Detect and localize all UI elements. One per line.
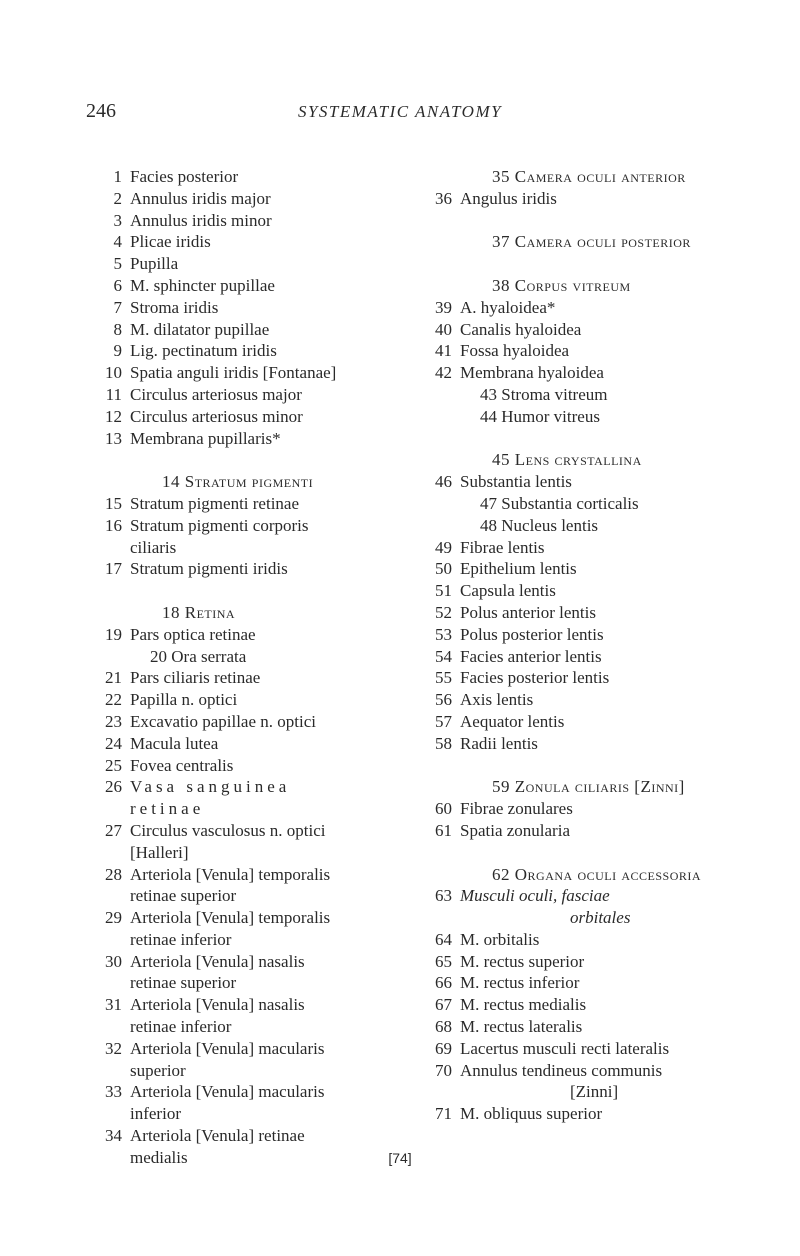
entry-text: Circulus arteriosus minor bbox=[130, 406, 303, 426]
entry-text: Stroma iridis bbox=[130, 297, 219, 317]
entry-number: 2 bbox=[113, 188, 122, 208]
entry-row bbox=[420, 1038, 780, 1060]
section-heading-text: 59 Zonula ciliaris [Zinni] bbox=[492, 777, 685, 797]
entry-text: medialis bbox=[130, 1147, 188, 1167]
entry-text: Arteriola [Venula] retinae bbox=[130, 1126, 305, 1146]
entry-row bbox=[420, 798, 780, 820]
entry-row bbox=[90, 493, 450, 515]
entry-row bbox=[420, 558, 780, 580]
entry-text: Arteriola [Venula] macularis bbox=[130, 1082, 325, 1102]
entry-number bbox=[420, 493, 452, 515]
entry-text: Facies posterior lentis bbox=[460, 668, 610, 688]
entry-text: retinae bbox=[130, 799, 205, 819]
entry-text: Excavatio papillae n. optici bbox=[130, 711, 316, 731]
entry-text: M. rectus lateralis bbox=[460, 1017, 583, 1037]
entry-number: 50 bbox=[435, 559, 452, 579]
section-gap bbox=[90, 449, 450, 471]
entry-row bbox=[420, 1060, 780, 1082]
entry-text: Circulus vasculosus n. optici bbox=[130, 820, 326, 840]
entry-text: [Halleri] bbox=[130, 842, 189, 862]
entry-number: 71 bbox=[435, 1104, 452, 1124]
entry-row bbox=[90, 1081, 450, 1103]
entry-text: 48 Nucleus lentis bbox=[480, 515, 599, 535]
entry-row bbox=[90, 755, 450, 777]
entry-row bbox=[90, 297, 450, 319]
entry-number: 15 bbox=[105, 493, 122, 513]
entry-continuation bbox=[90, 537, 450, 559]
entry-number: 31 bbox=[105, 995, 122, 1015]
entry-text: Stratum pigmenti corporis bbox=[130, 515, 309, 535]
entry-row bbox=[90, 864, 450, 886]
entry-text: Arteriola [Venula] nasalis bbox=[130, 995, 305, 1015]
entry-text: Facies posterior bbox=[130, 167, 239, 186]
entry-number: 12 bbox=[105, 406, 122, 426]
entry-number: 42 bbox=[435, 363, 452, 383]
entry-row bbox=[90, 776, 450, 798]
entry-text: Epithelium lentis bbox=[460, 559, 577, 579]
entry-text: M. rectus superior bbox=[460, 951, 585, 971]
entry-number: 68 bbox=[435, 1017, 452, 1037]
entry-number: 51 bbox=[435, 581, 452, 601]
entry-text: Axis lentis bbox=[460, 690, 534, 710]
entry-number: 33 bbox=[105, 1082, 122, 1102]
entry-text: M. orbitalis bbox=[460, 929, 540, 949]
section-heading bbox=[90, 602, 450, 624]
entry-number: 27 bbox=[105, 820, 122, 840]
right-column bbox=[420, 166, 780, 1125]
entry-row bbox=[420, 471, 780, 493]
entry-continuation bbox=[420, 1081, 780, 1103]
entry-number: 21 bbox=[105, 668, 122, 688]
section-heading-text: 38 Corpus vitreum bbox=[492, 275, 631, 295]
entry-number: 22 bbox=[105, 690, 122, 710]
entry-text: Fovea centralis bbox=[130, 755, 234, 775]
section-gap bbox=[420, 428, 780, 450]
entry-text: Spatia anguli iridis [Fontanae] bbox=[130, 363, 337, 383]
entry-row bbox=[90, 820, 450, 842]
entry-number: 1 bbox=[113, 167, 122, 186]
entry-row bbox=[420, 602, 780, 624]
entry-text: M. rectus inferior bbox=[460, 973, 580, 993]
entry-number: 36 bbox=[435, 188, 452, 208]
entry-number bbox=[90, 646, 122, 668]
entry-row bbox=[420, 340, 780, 362]
entry-number: 17 bbox=[105, 559, 122, 579]
section-gap bbox=[420, 253, 780, 275]
entry-text: Capsula lentis bbox=[460, 581, 556, 601]
entry-number: 11 bbox=[105, 384, 122, 404]
entry-row bbox=[90, 951, 450, 973]
entry-continuation bbox=[90, 1103, 450, 1125]
entry-row bbox=[420, 493, 780, 515]
section-heading-text: 18 Retina bbox=[162, 602, 236, 622]
entry-text: Stratum pigmenti retinae bbox=[130, 493, 300, 513]
running-title: SYSTEMATIC ANATOMY bbox=[297, 102, 503, 121]
entry-text: Lig. pectinatum iridis bbox=[130, 341, 277, 361]
entry-text: Macula lutea bbox=[130, 733, 219, 753]
entry-row bbox=[420, 188, 780, 210]
entry-row bbox=[420, 820, 780, 842]
entry-row bbox=[90, 275, 450, 297]
entry-number: 25 bbox=[105, 755, 122, 775]
entry-row bbox=[90, 384, 450, 406]
entry-text: Facies anterior lentis bbox=[460, 646, 602, 666]
entry-continuation bbox=[90, 798, 450, 820]
entry-number: 46 bbox=[435, 472, 452, 492]
entry-continuation bbox=[90, 1060, 450, 1082]
entry-text: Polus anterior lentis bbox=[460, 602, 596, 622]
entry-row bbox=[420, 384, 780, 406]
entry-row bbox=[90, 907, 450, 929]
entry-text: Arteriola [Venula] nasalis bbox=[130, 951, 305, 971]
entry-number: 23 bbox=[105, 711, 122, 731]
entry-text: Annulus tendineus communis bbox=[460, 1060, 663, 1080]
entry-row bbox=[420, 515, 780, 537]
entry-text: Aequator lentis bbox=[460, 711, 565, 731]
entry-text: retinae superior bbox=[130, 886, 237, 906]
entry-number: 13 bbox=[105, 428, 122, 448]
entry-text: Circulus arteriosus major bbox=[130, 384, 302, 404]
entry-number bbox=[420, 406, 452, 428]
entry-text: retinae inferior bbox=[130, 1017, 232, 1037]
entry-row bbox=[90, 210, 450, 232]
entry-number: 7 bbox=[113, 297, 122, 317]
entry-continuation bbox=[90, 1016, 450, 1038]
entry-row bbox=[420, 1016, 780, 1038]
entry-number: 54 bbox=[435, 646, 452, 666]
entry-text: A. hyaloidea* bbox=[460, 297, 556, 317]
entry-text: Membrana pupillaris* bbox=[130, 428, 281, 448]
entry-row bbox=[420, 711, 780, 733]
entry-number: 63 bbox=[435, 886, 452, 906]
entry-row bbox=[420, 885, 780, 907]
entry-row bbox=[420, 972, 780, 994]
entry-row bbox=[420, 362, 780, 384]
entry-number: 69 bbox=[435, 1038, 452, 1058]
entry-text: Arteriola [Venula] temporalis bbox=[130, 908, 331, 928]
entry-row bbox=[90, 624, 450, 646]
page-footer: [74] bbox=[388, 1150, 412, 1166]
entry-number: 3 bbox=[113, 210, 122, 230]
entry-number: 53 bbox=[435, 624, 452, 644]
entry-row bbox=[420, 297, 780, 319]
entry-text: Arteriola [Venula] temporalis bbox=[130, 864, 331, 884]
entry-text: superior bbox=[130, 1060, 186, 1080]
entry-row bbox=[420, 733, 780, 755]
entry-row bbox=[90, 667, 450, 689]
entry-row bbox=[420, 929, 780, 951]
entry-row bbox=[420, 580, 780, 602]
entry-row bbox=[420, 994, 780, 1016]
page-header bbox=[0, 96, 800, 136]
entry-row bbox=[90, 733, 450, 755]
entry-text: Fibrae lentis bbox=[460, 537, 545, 557]
entry-number: 19 bbox=[105, 624, 122, 644]
entry-number: 32 bbox=[105, 1038, 122, 1058]
entry-number: 56 bbox=[435, 690, 452, 710]
entry-text: 47 Substantia corticalis bbox=[480, 493, 639, 513]
section-heading bbox=[420, 864, 780, 886]
entry-text: Canalis hyaloidea bbox=[460, 319, 582, 339]
entry-text: retinae inferior bbox=[130, 929, 232, 949]
entry-continuation bbox=[90, 972, 450, 994]
entry-number: 65 bbox=[435, 951, 452, 971]
entry-text: 20 Ora serrata bbox=[150, 646, 247, 666]
entry-text: 44 Humor vitreus bbox=[480, 406, 600, 426]
entry-row bbox=[90, 362, 450, 384]
entry-number bbox=[420, 384, 452, 406]
entry-text: Radii lentis bbox=[460, 733, 538, 753]
entry-text: Membrana hyaloidea bbox=[460, 363, 604, 383]
entry-number: 24 bbox=[105, 733, 122, 753]
entry-number: 40 bbox=[435, 319, 452, 339]
entry-number: 29 bbox=[105, 908, 122, 928]
section-heading bbox=[420, 449, 780, 471]
entry-number: 28 bbox=[105, 864, 122, 884]
entry-number: 30 bbox=[105, 951, 122, 971]
entry-row bbox=[90, 515, 450, 537]
entry-number: 26 bbox=[105, 777, 122, 797]
entry-continuation bbox=[90, 885, 450, 907]
entry-text: Angulus iridis bbox=[460, 188, 557, 208]
entry-row bbox=[90, 231, 450, 253]
entry-number bbox=[420, 515, 452, 537]
entry-row bbox=[90, 319, 450, 341]
entry-row bbox=[420, 406, 780, 428]
entry-text: Fossa hyaloidea bbox=[460, 341, 570, 361]
entry-text: ciliaris bbox=[130, 537, 177, 557]
left-column bbox=[90, 166, 450, 1169]
entry-row bbox=[90, 428, 450, 450]
entry-number: 6 bbox=[113, 275, 122, 295]
entry-number: 41 bbox=[435, 341, 452, 361]
entry-text: Lacertus musculi recti lateralis bbox=[460, 1038, 670, 1058]
entry-number: 57 bbox=[435, 711, 452, 731]
section-gap bbox=[420, 210, 780, 232]
entry-text: M. obliquus superior bbox=[460, 1104, 603, 1124]
entry-number: 16 bbox=[105, 515, 122, 535]
entry-text: [Zinni] bbox=[570, 1082, 619, 1102]
entry-text: orbitales bbox=[570, 908, 631, 928]
entry-text: M. sphincter pupillae bbox=[130, 275, 275, 295]
section-gap bbox=[420, 842, 780, 864]
entry-number: 60 bbox=[435, 799, 452, 819]
section-heading bbox=[420, 166, 780, 188]
entry-number: 52 bbox=[435, 602, 452, 622]
entry-row bbox=[420, 951, 780, 973]
entry-text: Vasa sanguinea bbox=[130, 777, 291, 797]
entry-number: 49 bbox=[435, 537, 452, 557]
entry-number: 64 bbox=[435, 929, 452, 949]
entry-number: 67 bbox=[435, 995, 452, 1015]
entry-row bbox=[90, 558, 450, 580]
section-heading-text: 35 Camera oculi anterior bbox=[492, 167, 686, 186]
entry-number: 34 bbox=[105, 1126, 122, 1146]
entry-row bbox=[420, 1103, 780, 1125]
entry-text: Polus posterior lentis bbox=[460, 624, 604, 644]
section-heading-text: 37 Camera oculi posterior bbox=[492, 232, 691, 252]
entry-text: Pupilla bbox=[130, 254, 179, 274]
entry-row bbox=[90, 994, 450, 1016]
section-heading bbox=[90, 471, 450, 493]
entry-row bbox=[420, 646, 780, 668]
entry-number: 10 bbox=[105, 363, 122, 383]
entry-row bbox=[90, 253, 450, 275]
entry-number: 4 bbox=[113, 232, 122, 252]
entry-number: 61 bbox=[435, 820, 452, 840]
section-heading bbox=[420, 776, 780, 798]
entry-text: Substantia lentis bbox=[460, 472, 572, 492]
entry-row bbox=[90, 1038, 450, 1060]
entry-continuation bbox=[90, 929, 450, 951]
entry-row bbox=[420, 319, 780, 341]
entry-number: 70 bbox=[435, 1060, 452, 1080]
entry-number: 66 bbox=[435, 973, 452, 993]
entry-text: Plicae iridis bbox=[130, 232, 211, 252]
section-heading bbox=[420, 275, 780, 297]
entry-row bbox=[90, 188, 450, 210]
entry-text: Annulus iridis minor bbox=[130, 210, 272, 230]
entry-row bbox=[90, 340, 450, 362]
entry-text: Annulus iridis major bbox=[130, 188, 271, 208]
entry-text: Musculi oculi, fasciae bbox=[460, 886, 610, 906]
entry-text: Stratum pigmenti iridis bbox=[130, 559, 288, 579]
section-heading bbox=[420, 231, 780, 253]
entry-number: 55 bbox=[435, 668, 452, 688]
entry-text: 43 Stroma vitreum bbox=[480, 384, 608, 404]
entry-text: retinae superior bbox=[130, 973, 237, 993]
entry-text: Pars optica retinae bbox=[130, 624, 256, 644]
entry-number: 58 bbox=[435, 733, 452, 753]
section-heading-text: 45 Lens crystallina bbox=[492, 450, 642, 470]
entry-row bbox=[90, 406, 450, 428]
entry-number: 9 bbox=[113, 341, 122, 361]
entry-row bbox=[90, 166, 450, 188]
entry-text: M. dilatator pupillae bbox=[130, 319, 270, 339]
entry-text: Pars ciliaris retinae bbox=[130, 668, 261, 688]
entry-text: Arteriola [Venula] macularis bbox=[130, 1038, 325, 1058]
page-number: 246 bbox=[86, 100, 116, 122]
entry-text: inferior bbox=[130, 1104, 181, 1124]
entry-row bbox=[90, 646, 450, 668]
entry-row bbox=[420, 689, 780, 711]
entry-continuation bbox=[90, 842, 450, 864]
entry-number: 5 bbox=[113, 254, 122, 274]
section-gap bbox=[90, 580, 450, 602]
entry-row bbox=[420, 537, 780, 559]
entry-row bbox=[90, 711, 450, 733]
entry-text: Spatia zonularia bbox=[460, 820, 570, 840]
entry-text: Papilla n. optici bbox=[130, 690, 238, 710]
section-heading-text: 14 Stratum pigmenti bbox=[162, 472, 314, 492]
entry-row bbox=[420, 667, 780, 689]
entry-text: M. rectus medialis bbox=[460, 995, 587, 1015]
entry-text: Fibrae zonulares bbox=[460, 799, 573, 819]
entry-row bbox=[90, 689, 450, 711]
entry-number: 39 bbox=[435, 297, 452, 317]
entry-continuation bbox=[420, 907, 780, 929]
section-gap bbox=[420, 755, 780, 777]
entry-row bbox=[420, 624, 780, 646]
section-heading-text: 62 Organa oculi accessoria bbox=[492, 864, 702, 884]
entry-number: 8 bbox=[113, 319, 122, 339]
entry-row bbox=[90, 1125, 450, 1147]
